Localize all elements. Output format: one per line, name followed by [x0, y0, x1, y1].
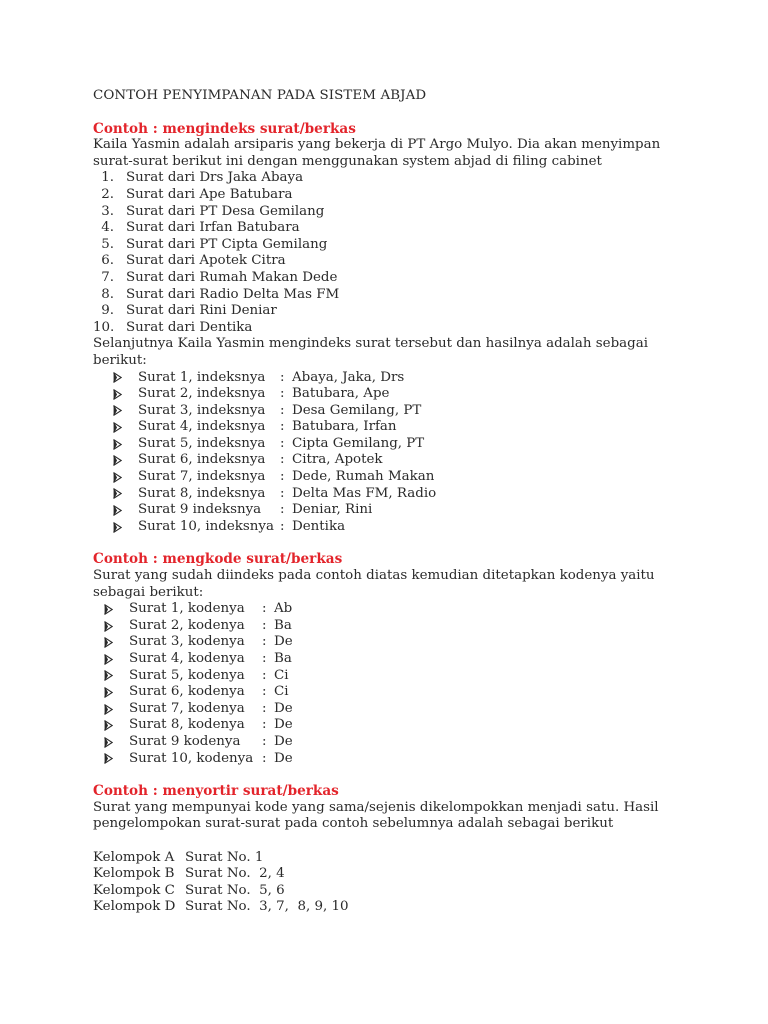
- item-label: Surat 10, kodenya: [129, 750, 254, 766]
- item-value: De: [274, 634, 293, 650]
- arrow-bullet-icon: [102, 621, 114, 632]
- list-item: [93, 519, 693, 536]
- list-item: [93, 651, 693, 668]
- item-separator: :: [262, 634, 267, 650]
- item-value: Desa Gemilang, PT: [292, 402, 422, 418]
- item-label: Surat 3, indeksnya: [138, 402, 266, 418]
- section-sortir: [93, 783, 693, 916]
- arrow-bullet-icon: [102, 654, 114, 665]
- item-label: Surat 5, indeksnya: [138, 435, 266, 451]
- group-value: Surat No. 3, 7, 8, 9, 10: [185, 899, 349, 915]
- list-item-number: 9.: [101, 303, 114, 319]
- sortir-intro: Surat yang mempunyai kode yang sama/sejenis dikelompokkan menjadi satu. Hasil pengelompokan surat-surat pada contoh sebelumnya adalah sebagai berikut: [93, 799, 659, 832]
- item-label: Surat 10, indeksnya: [138, 518, 274, 534]
- item-label: Surat 6, indeksnya: [138, 452, 266, 468]
- item-value: Batubara, Irfan: [292, 419, 397, 435]
- item-value: Deniar, Rini: [292, 502, 373, 518]
- list-item-number: 4.: [101, 220, 114, 236]
- index-result-intro: Selanjutnya Kaila Yasmin mengindeks surat tersebut dan hasilnya adalah sebagai berikut:: [93, 336, 648, 368]
- item-separator: :: [280, 435, 285, 451]
- list-item: [93, 270, 693, 287]
- group-name: Kelompok B: [93, 866, 175, 882]
- item-separator: :: [262, 667, 267, 683]
- item-value: De: [274, 717, 293, 733]
- document-page: [93, 88, 693, 916]
- item-separator: :: [262, 700, 267, 716]
- item-value: De: [274, 700, 293, 716]
- kode-list: [93, 601, 693, 767]
- item-label: Surat 7, kodenya: [129, 700, 245, 716]
- list-item-number: 10.: [93, 319, 115, 335]
- list-item-text: Surat dari Drs Jaka Abaya: [126, 170, 304, 186]
- group-value: Surat No. 5, 6: [185, 882, 285, 898]
- arrow-bullet-icon: [102, 704, 114, 715]
- item-value: Cipta Gemilang, PT: [292, 435, 425, 451]
- list-item: [93, 204, 693, 221]
- group-name: Kelompok A: [93, 849, 175, 865]
- list-item: [93, 684, 693, 701]
- list-item-text: Surat dari Ape Batubara: [126, 186, 293, 202]
- group-row: [93, 899, 693, 916]
- arrow-bullet-icon: [102, 637, 114, 648]
- item-value: Dentika: [292, 518, 346, 534]
- list-item-text: Surat dari Irfan Batubara: [126, 220, 300, 236]
- item-separator: :: [280, 402, 285, 418]
- arrow-bullet-icon: [111, 439, 123, 450]
- list-item: [93, 386, 693, 403]
- item-value: Dede, Rumah Makan: [292, 469, 435, 485]
- page-title: CONTOH PENYIMPANAN PADA SISTEM ABJAD: [93, 88, 427, 103]
- item-value: De: [274, 750, 293, 766]
- group-row: [93, 850, 693, 867]
- item-value: De: [274, 733, 293, 749]
- item-value: Ab: [274, 601, 293, 617]
- list-item-text: Surat dari PT Cipta Gemilang: [126, 236, 328, 252]
- arrow-bullet-icon: [111, 405, 123, 416]
- item-label: Surat 4, kodenya: [129, 651, 245, 666]
- list-item-text: Surat dari Radio Delta Mas FM: [126, 286, 340, 302]
- item-value: Citra, Apotek: [292, 452, 383, 468]
- list-item: [93, 187, 693, 204]
- arrow-bullet-icon: [111, 372, 123, 383]
- group-row: [93, 866, 693, 883]
- list-item: [93, 618, 693, 635]
- arrow-bullet-icon: [111, 522, 123, 533]
- arrow-bullet-icon: [102, 670, 114, 681]
- item-separator: :: [262, 617, 267, 633]
- item-label: Surat 1, indeksnya: [138, 369, 266, 385]
- item-value: Abaya, Jaka, Drs: [292, 369, 405, 385]
- item-label: Surat 8, kodenya: [129, 717, 245, 733]
- item-separator: :: [280, 502, 285, 518]
- item-label: Surat 5, kodenya: [129, 667, 245, 683]
- section-heading-sortir: Contoh : menyortir surat/berkas: [93, 783, 339, 800]
- item-separator: :: [262, 651, 267, 666]
- group-name: Kelompok C: [93, 882, 175, 898]
- item-separator: :: [280, 485, 285, 501]
- item-separator: :: [280, 386, 285, 402]
- list-item: [93, 502, 693, 519]
- list-item: [93, 469, 693, 486]
- item-label: Surat 8, indeksnya: [138, 485, 266, 501]
- list-item: [93, 436, 693, 453]
- list-item-number: 5.: [101, 236, 114, 252]
- list-item-text: Surat dari Dentika: [126, 319, 253, 335]
- item-label: Surat 7, indeksnya: [138, 469, 266, 485]
- arrow-bullet-icon: [111, 422, 123, 433]
- item-separator: :: [262, 684, 267, 700]
- group-row: [93, 883, 693, 900]
- list-item: [93, 253, 693, 270]
- list-item: [93, 303, 693, 320]
- list-item-number: 6.: [101, 253, 114, 269]
- section-index: [93, 121, 693, 536]
- item-separator: :: [280, 452, 285, 468]
- item-separator: :: [280, 469, 285, 485]
- arrow-bullet-icon: [111, 472, 123, 483]
- group-name: Kelompok D: [93, 899, 176, 915]
- item-label: Surat 4, indeksnya: [138, 419, 266, 435]
- item-label: Surat 9 indeksnya: [138, 502, 262, 518]
- list-item: [93, 237, 693, 254]
- item-separator: :: [262, 717, 267, 733]
- item-value: Ba: [274, 617, 292, 633]
- section-heading-index: Contoh : mengindeks surat/berkas: [93, 120, 356, 137]
- arrow-bullet-icon: [102, 687, 114, 698]
- arrow-bullet-icon: [111, 455, 123, 466]
- list-item: [93, 320, 693, 337]
- list-item: [93, 668, 693, 685]
- list-item-number: 3.: [101, 203, 114, 219]
- item-value: Ci: [274, 667, 289, 683]
- list-item-number: 2.: [101, 186, 114, 202]
- item-label: Surat 3, kodenya: [129, 634, 245, 650]
- list-item: [93, 717, 693, 734]
- item-value: Delta Mas FM, Radio: [292, 485, 437, 501]
- item-value: Ba: [274, 651, 292, 666]
- index-intro: Kaila Yasmin adalah arsiparis yang bekerja di PT Argo Mulyo. Dia akan menyimpan surat-surat berikut ini dengan menggunakan system abjad di filing cabinet: [93, 137, 661, 169]
- list-item: [93, 403, 693, 420]
- item-label: Surat 9 kodenya: [129, 733, 241, 749]
- item-label: Surat 6, kodenya: [129, 684, 245, 700]
- item-separator: :: [262, 733, 267, 749]
- arrow-bullet-icon: [111, 389, 123, 400]
- list-item-number: 7.: [101, 269, 114, 285]
- group-value: Surat No. 1: [185, 849, 264, 865]
- arrow-bullet-icon: [111, 505, 123, 516]
- list-item: [93, 170, 693, 187]
- list-item: [93, 734, 693, 751]
- item-separator: :: [262, 601, 267, 617]
- item-label: Surat 1, kodenya: [129, 601, 245, 617]
- list-item: [93, 419, 693, 436]
- item-value: Batubara, Ape: [292, 386, 390, 402]
- group-value: Surat No. 2, 4: [185, 866, 285, 882]
- list-item: [93, 634, 693, 651]
- item-label: Surat 2, kodenya: [129, 617, 245, 633]
- index-result-list: [93, 370, 693, 536]
- item-label: Surat 2, indeksnya: [138, 386, 266, 402]
- letter-list: [93, 170, 693, 336]
- list-item: [93, 370, 693, 387]
- list-item: [93, 701, 693, 718]
- arrow-bullet-icon: [102, 604, 114, 615]
- list-item-number: 8.: [101, 286, 114, 302]
- list-item-text: Surat dari Apotek Citra: [126, 253, 286, 269]
- section-heading-kode: Contoh : mengkode surat/berkas: [93, 551, 343, 568]
- item-separator: :: [280, 419, 285, 435]
- arrow-bullet-icon: [102, 737, 114, 748]
- item-separator: :: [262, 750, 267, 766]
- list-item: [93, 486, 693, 503]
- section-kode: [93, 551, 693, 767]
- arrow-bullet-icon: [102, 753, 114, 764]
- item-separator: :: [280, 518, 285, 534]
- group-list: [93, 850, 693, 916]
- list-item-text: Surat dari PT Desa Gemilang: [126, 203, 325, 219]
- list-item-text: Surat dari Rumah Makan Dede: [126, 269, 338, 285]
- list-item: [93, 751, 693, 768]
- kode-intro: Surat yang sudah diindeks pada contoh diatas kemudian ditetapkan kodenya yaitu sebagai berikut:: [93, 568, 655, 600]
- list-item: [93, 287, 693, 304]
- list-item: [93, 220, 693, 237]
- list-item-number: 1.: [101, 170, 114, 186]
- item-value: Ci: [274, 684, 289, 700]
- list-item-text: Surat dari Rini Deniar: [126, 303, 277, 319]
- list-item: [93, 601, 693, 618]
- arrow-bullet-icon: [102, 720, 114, 731]
- item-separator: :: [280, 369, 285, 385]
- list-item: [93, 452, 693, 469]
- arrow-bullet-icon: [111, 488, 123, 499]
